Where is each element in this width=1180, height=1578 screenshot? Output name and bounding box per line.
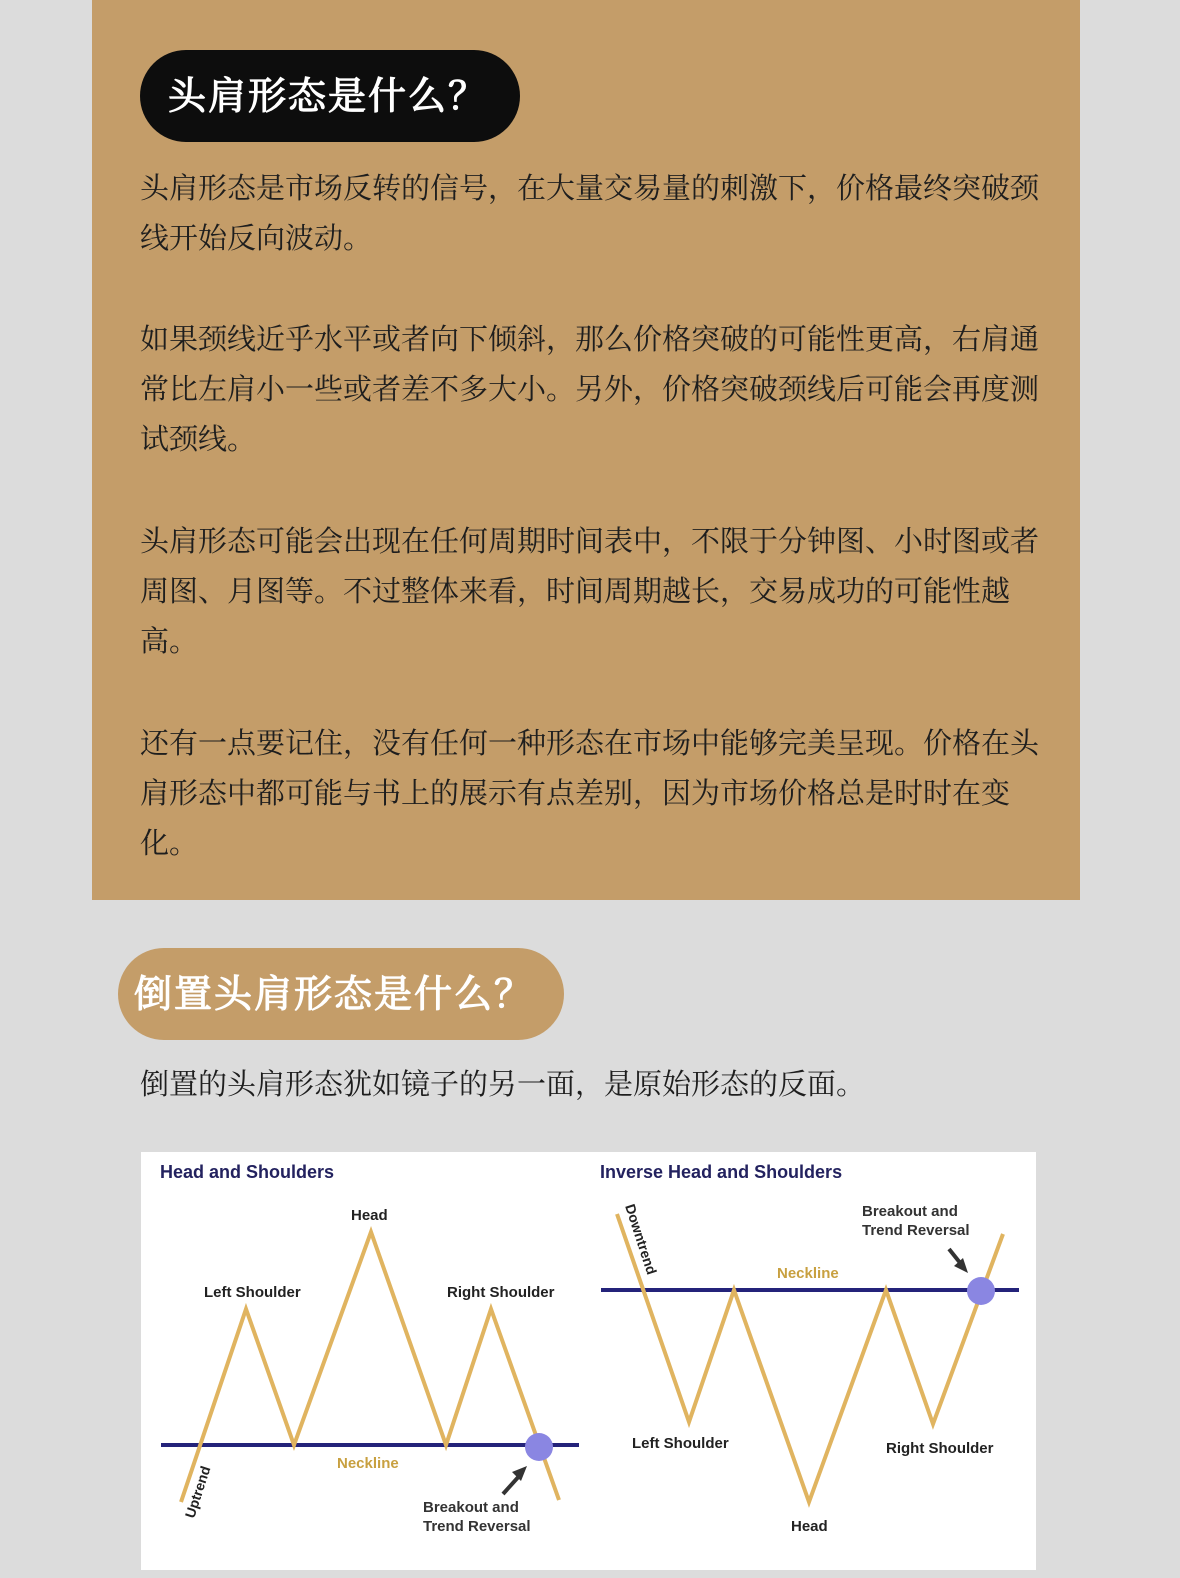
left-breakout-label-2: Trend Reversal: [423, 1518, 531, 1535]
section1-paragraph-3: 头肩形态可能会出现在任何周期时间表中，不限于分钟图、小时图或者周图、月图等。不过整体来看，时间周期越长，交易成功的可能性越高。: [140, 524, 1040, 658]
section1-paragraph-2: 如果颈线近乎水平或者向下倾斜，那么价格突破的可能性更高，右肩通常比左肩小一些或者差不多大小。另外，价格突破颈线后可能会再度测试颈线。: [140, 322, 1040, 456]
right-title: Inverse Head and Shoulders: [600, 1162, 843, 1182]
section2-paragraph: 倒置的头肩形态犹如镜子的另一面，是原始形态的反面。: [140, 1067, 866, 1101]
right-left-shoulder-label: Left Shoulder: [632, 1435, 729, 1452]
section1-paragraph-1: 头肩形态是市场反转的信号，在大量交易量的刺激下，价格最终突破颈线开始反向波动。: [140, 171, 1040, 255]
right-breakout-dot: [967, 1277, 995, 1305]
section2-title: 倒置头肩形态是什么？: [118, 948, 564, 1040]
diagram-svg: [141, 1152, 1036, 1570]
head-and-shoulders-diagram: [141, 1152, 1036, 1570]
left-breakout-dot: [525, 1433, 553, 1461]
section1-title: 头肩形态是什么？: [140, 50, 520, 142]
right-right-shoulder-label: Right Shoulder: [886, 1440, 994, 1457]
right-price-line: [617, 1214, 1003, 1502]
left-neckline-label: Neckline: [337, 1455, 399, 1472]
left-head-label: Head: [351, 1207, 388, 1224]
left-breakout-label-1: Breakout and: [423, 1499, 519, 1516]
right-head-label: Head: [791, 1518, 828, 1535]
left-right-shoulder-label: Right Shoulder: [447, 1284, 555, 1301]
left-trend-label: Uptrend: [181, 1463, 214, 1520]
left-title: Head and Shoulders: [160, 1162, 335, 1182]
section1-paragraph-4: 还有一点要记住，没有任何一种形态在市场中能够完美呈现。价格在头肩形态中都可能与书上的展示有点差别，因为市场价格总是时时在变化。: [140, 726, 1040, 860]
right-breakout-label-1: Breakout and: [862, 1203, 958, 1220]
left-left-shoulder-label: Left Shoulder: [204, 1284, 301, 1301]
right-breakout-label-2: Trend Reversal: [862, 1222, 970, 1239]
right-trend-label: Downtrend: [622, 1201, 660, 1277]
right-neckline-label: Neckline: [777, 1265, 839, 1282]
